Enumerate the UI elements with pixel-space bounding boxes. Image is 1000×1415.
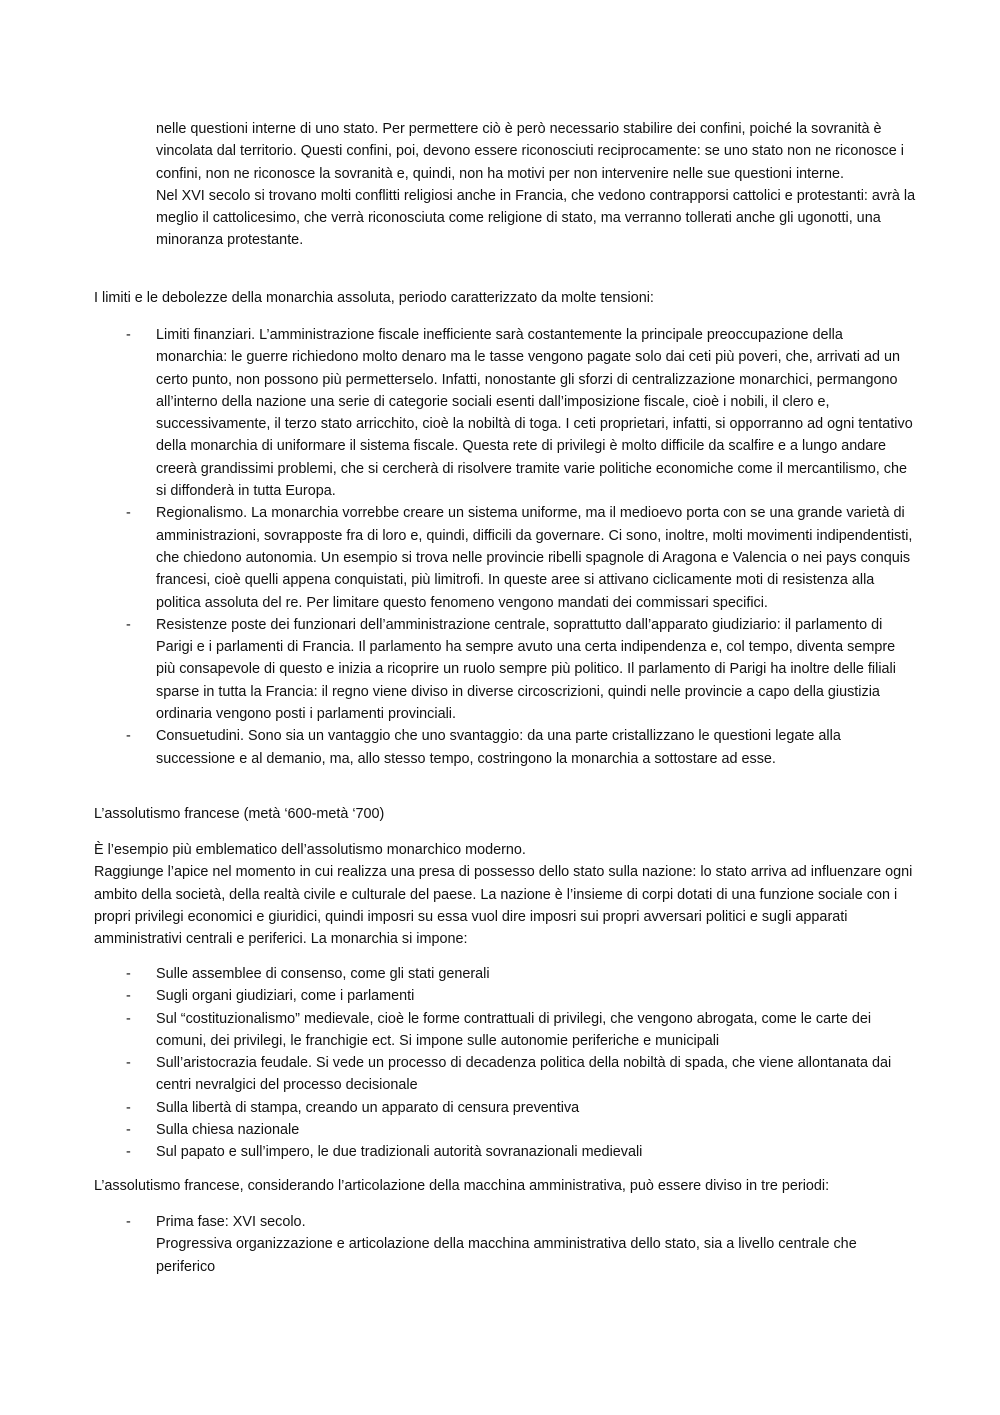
dash-marker: - — [126, 988, 131, 1005]
impone-item-text: Sull’aristocrazia feudale. Si vede un processo di decadenza politica della nobiltà di spada, che viene allontanata dai centri nevralgici del processo decisionale — [156, 1055, 892, 1094]
impone-item-text: Sul papato e sull’impero, le due tradizionali autorità sovranazionali medievali — [156, 1144, 643, 1161]
list-item — [94, 1211, 914, 1278]
list-item — [94, 1119, 914, 1141]
intro-paragraph-1: nelle questioni interne di uno stato. Per permettere ciò è però necessario stabilire dei confini, poiché la sovranità è vincolata dal territorio. Questi confini, poi, devono essere riconosciuti reciprocamente: se uno stato non ne riconosce i confini, non ne riconosce la sovranità e, quindi, non ha motivi per non intervenire nelle sue questioni interne. — [156, 121, 904, 182]
dash-marker: - — [126, 1055, 131, 1072]
limit-item-text: Regionalismo. La monarchia vorrebbe creare un sistema uniforme, ma il medioevo porta con se una grande varietà di amministrazioni, sovrapposte fra di loro e, quindi, difficili da governare. Ci sono, inoltre, molti movimenti indipendentisti, che chiedono autonomia. Un esempio si trova nelle provincie ribelli spagnole di Aragona e Valencia o nei pays conquis francesi, cioè quelli appena conquistati, più limitrofi. In queste aree si attivano ciclicamente moti di resistenza alla politica assoluta del re. Per limitare questo fenomeno vengono mandati dei commissari specifici. — [156, 505, 913, 611]
dash-marker: - — [126, 1144, 131, 1161]
period-title: Prima fase: XVI secolo. — [156, 1214, 306, 1230]
periods-list — [94, 1211, 914, 1278]
list-item — [94, 614, 914, 725]
dash-marker: - — [126, 728, 131, 745]
list-item — [94, 1097, 914, 1119]
period-description: Progressiva organizzazione e articolazione della macchina amministrativa dello stato, sia a livello centrale che periferico — [156, 1236, 857, 1275]
impone-item-text: Sugli organi giudiziari, come i parlamenti — [156, 988, 415, 1005]
continued-paragraph-block — [156, 118, 916, 252]
list-item — [94, 1052, 914, 1097]
limits-list — [94, 324, 914, 770]
dash-marker: - — [126, 505, 131, 522]
list-item — [94, 1141, 914, 1163]
impone-item-text: Sul “costituzionalismo” medievale, cioè le forme contrattuali di privilegi, che vengono abrogata, come le carte dei comuni, dei privilegi, le franchigie ect. Si impone sulle autonomie periferiche e municipali — [156, 1010, 872, 1049]
absolutism-paragraph-1: È l’esempio più emblematico dell’assolutismo monarchico moderno. — [94, 842, 526, 858]
list-item — [94, 1008, 914, 1053]
periods-heading: L’assolutismo francese, considerando l’articolazione della macchina amministrativa, può essere diviso in tre periodi: — [94, 1178, 830, 1194]
absolutism-heading: L’assolutismo francese (metà ‘600-metà ‘700) — [94, 806, 385, 822]
dash-marker: - — [126, 966, 131, 982]
list-item — [94, 502, 914, 613]
absolutism-intro — [94, 839, 914, 950]
impone-item-text: Sulle assemblee di consenso, come gli stati generali — [156, 966, 490, 982]
impone-list — [94, 963, 914, 1164]
list-item — [94, 985, 914, 1007]
list-item — [94, 324, 914, 502]
dash-marker: - — [126, 616, 131, 633]
impone-item-text: Sulla libertà di stampa, creando un apparato di censura preventiva — [156, 1099, 580, 1116]
limits-heading: I limiti e le debolezze della monarchia assoluta, periodo caratterizzato da molte tensioni: — [94, 290, 654, 306]
dash-marker: - — [126, 1099, 131, 1116]
absolutism-paragraph-2: Raggiunge l’apice nel momento in cui realizza una presa di possesso dello stato sulla nazione: lo stato arriva ad influenzare ogni ambito della società, della realtà civile e culturale del paese. La nazione è l’insieme di corpi dotati di una funzione sociale con i propri privilegi economici e giuridici, quindi imposri su essa vuol dire imposri sui propri avversari politici e sugli apparati amministrativi centrali e periferici. La monarchia si impone: — [94, 864, 913, 948]
dash-marker: - — [126, 1122, 131, 1139]
intro-paragraph-2: Nel XVI secolo si trovano molti conflitti religiosi anche in Francia, che vedono contrapporsi cattolici e protestanti: avrà la meglio il cattolicesimo, che verrà riconosciuta come religione di stato, ma verranno tollerati anche gli ugonotti, una minoranza protestante. — [156, 187, 916, 249]
limit-item-text: Consuetudini. Sono sia un vantaggio che uno svantaggio: da una parte cristallizzano le questioni legate alla successione e al demanio, ma, allo stesso tempo, costringono la monarchia a sottostare ad esse. — [156, 728, 841, 767]
list-item — [94, 963, 914, 985]
dash-marker: - — [126, 1214, 131, 1230]
dash-marker: - — [126, 327, 131, 343]
limit-item-text: Limiti finanziari. L’amministrazione fiscale inefficiente sarà costantemente la principale preoccupazione della monarchia: le guerre richiedono molto denaro ma le tasse vengono pagate solo dai ceti più poveri, che, arrivati ad un certo punto, non possono più permetterselo. Infatti, nonostante gli sforzi di centralizzazione monarchici, permangono all’interno della nazione una serie di categorie sociali esenti dall’imposizione fiscale, cioè i nobili, il clero e, successivamente, il terzo stato arricchito, cioè la nobiltà di toga. I ceti proprietari, infatti, si opporranno ad ogni tentativo della monarchia di uniformare il sistema fiscale. Questa rete di privilegi è molto difficile da scalfire e a lungo andare creerà grandissimi problemi, che si cercherà di risolvere tramite varie politiche economiche come il mercantilismo, che si diffonderà in tutta Europa. — [156, 327, 913, 500]
limit-item-text: Resistenze poste dei funzionari dell’amministrazione centrale, soprattutto dall’apparato giudiziario: il parlamento di Parigi e i parlamenti di Francia. Il parlamento ha sempre avuto una certa indipendenza e, col tempo, diventa sempre più consapevole di questo e inizia a ricoprire un ruolo sempre più politico. Il parlamento di Parigi ha inoltre delle filiali sparse in tutta la Francia: il regno viene diviso in diverse circoscrizioni, quindi nelle provincie a capo della giustizia ordinaria vengono posti i parlamenti provinciali. — [156, 616, 896, 723]
list-item — [94, 725, 914, 770]
impone-item-text: Sulla chiesa nazionale — [156, 1122, 300, 1139]
dash-marker: - — [126, 1010, 131, 1027]
